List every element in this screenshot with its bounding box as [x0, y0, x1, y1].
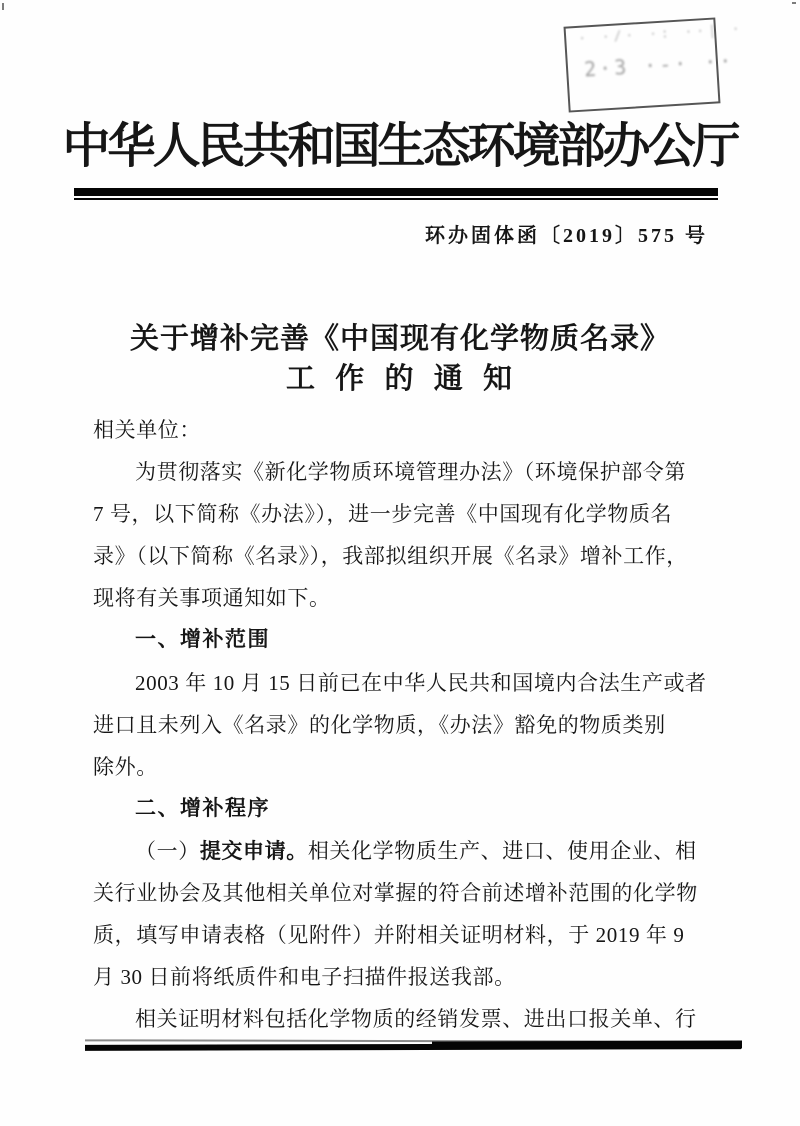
- body-line: [93, 451, 713, 493]
- body-line: [93, 830, 713, 872]
- letterhead-org-title: 中华人民共和国生态环境部办公厅: [62, 120, 738, 173]
- body-line: [93, 535, 713, 577]
- stamp-faint-date: 2·3 ·-· ··: [583, 48, 736, 82]
- body-line: [93, 493, 713, 535]
- scan-speck: [2, 3, 4, 10]
- body-line: [93, 998, 713, 1040]
- body-text-segment: 除外。: [93, 754, 158, 779]
- body-text-segment: 2003 年 10 月 15 日前已在中华人民共和国境内合法生产或者: [135, 670, 707, 695]
- body-line: [93, 788, 713, 830]
- body-line: [93, 956, 713, 998]
- body-text-bold-segment: 提交申请。: [199, 838, 308, 863]
- body-line: [93, 662, 713, 704]
- body-line: [93, 409, 713, 451]
- letterhead-divider-rule: [74, 188, 718, 200]
- scan-bottom-edge-black-segment: [432, 1040, 742, 1049]
- body-text-bold-segment: 一、增补范围: [135, 628, 270, 652]
- stamp-faint-text: · ·/· ·: ··| ·: [577, 21, 745, 47]
- body-lines: [93, 409, 713, 1040]
- body-text-segment: 现将有关事项通知如下。: [93, 586, 331, 611]
- body-text-segment: 月 30 日前将纸质件和电子扫描件报送我部。: [93, 965, 516, 990]
- body-text-segment: 为贯彻落实《新化学物质环境管理办法》（环境保护部令第: [135, 460, 687, 485]
- body-line: [93, 619, 713, 661]
- body-text-segment: 相关化学物质生产、进口、使用企业、相: [307, 838, 697, 863]
- body-text-segment: 质，填写申请表格（见附件）并附相关证明材料，于 2019 年 9: [93, 923, 685, 948]
- body-text-segment: 7 号，以下简称《办法》），进一步完善《中国现有化学物质名: [93, 502, 673, 527]
- body-text-bold-segment: 二、增补程序: [135, 796, 270, 820]
- body-line: [93, 872, 713, 914]
- body-text-segment: （一）: [135, 838, 200, 863]
- body-text-segment: 相关单位：: [93, 418, 201, 442]
- notice-title-line2: 工 作 的 通 知: [285, 363, 514, 395]
- body-line: [93, 746, 713, 788]
- body-line: [93, 704, 713, 746]
- body-text-segment: 相关证明材料包括化学物质的经销发票、进出口报关单、行: [135, 1007, 697, 1032]
- document-reference-number: 环办固体函〔2019〕575 号: [425, 225, 708, 247]
- body-text-segment: 进口且未列入《名录》的化学物质，《办法》豁免的物质类别: [93, 712, 666, 737]
- received-date-stamp: [564, 17, 745, 112]
- body-text-segment: 关行业协会及其他相关单位对掌握的符合前述增补范围的化学物: [93, 881, 698, 906]
- body-line: [93, 577, 713, 619]
- notice-title-line1: 关于增补完善《中国现有化学物质名录》: [129, 323, 670, 355]
- divider-thin-line: [74, 198, 718, 200]
- body-line: [93, 914, 713, 956]
- body-text-segment: 录》（以下简称《名录》），我部拟组织开展《名录》增补工作，: [93, 544, 688, 569]
- scan-speck: [792, 2, 796, 4]
- divider-thick-line: [74, 188, 718, 196]
